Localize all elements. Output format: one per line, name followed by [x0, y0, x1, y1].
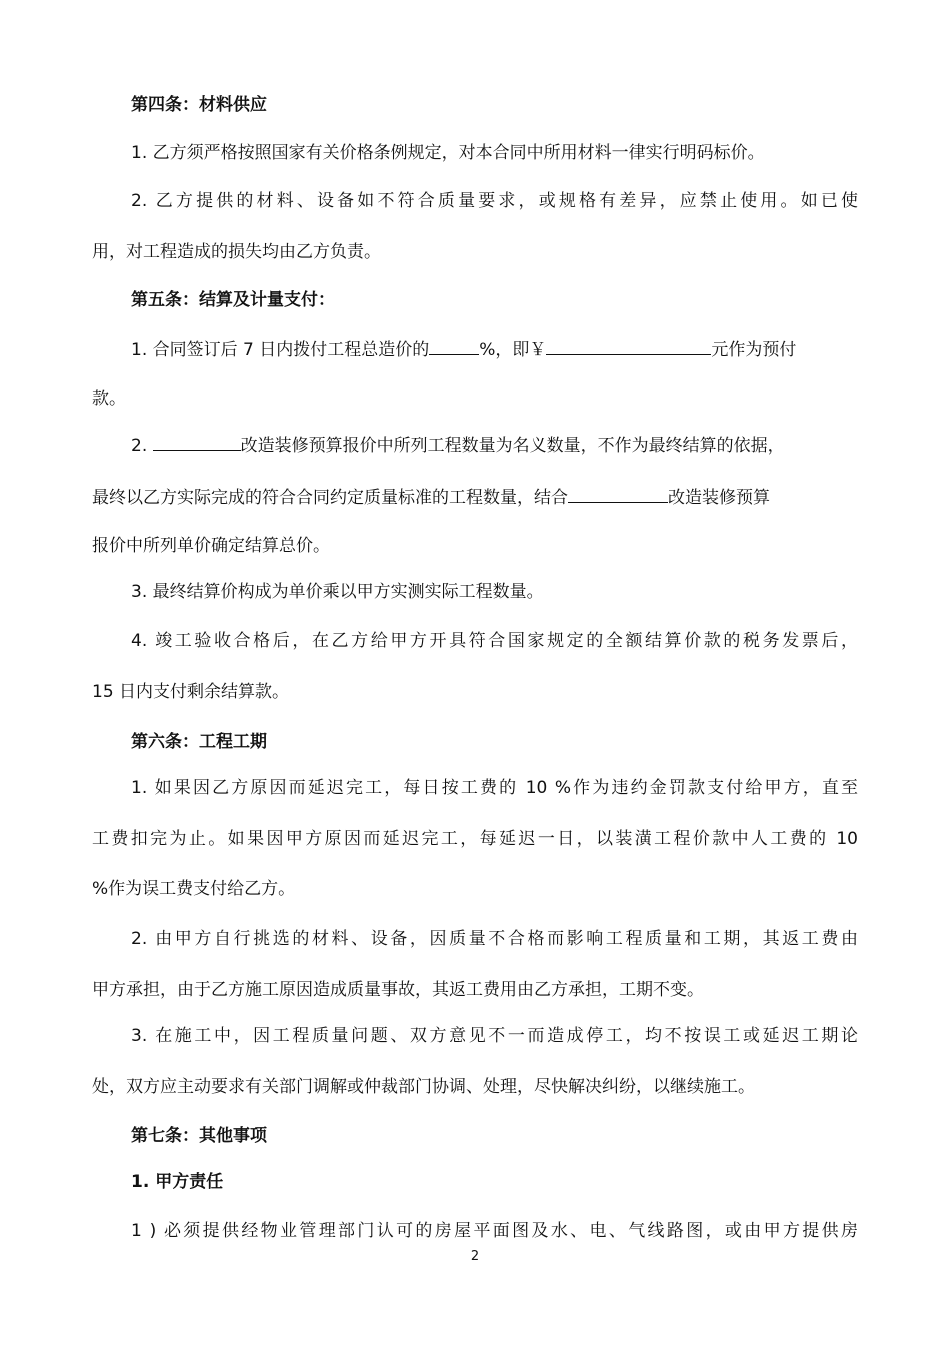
blank-amount [546, 338, 711, 355]
section-5-title: 第五条：结算及计量支付： [131, 290, 335, 310]
blank-project-name-2 [568, 486, 668, 503]
section-5-item-1-line-1 [131, 338, 858, 360]
section-7-title: 第七条：其他事项 [131, 1126, 267, 1146]
text-run: 1. 合同签订后 7 日内拨付工程总造价的 [131, 340, 430, 360]
section-5-item-2-line-3: 报价中所列单价确定结算总价。 [92, 536, 330, 556]
text-run: 元作为预付 [711, 340, 797, 360]
blank-project-name [153, 434, 241, 451]
section-5-item-2-line-1 [131, 434, 858, 456]
text-run: 改造装修预算 [668, 488, 770, 508]
section-6-item-1-line-2: 工费扣完为止。如果因甲方原因而延迟完工，每延迟一日，以装潢工程价款中人工费的 10 [92, 829, 858, 849]
section-5-item-3: 3. 最终结算价构成为单价乘以甲方实测实际工程数量。 [131, 582, 544, 602]
section-5-item-4-line-2: 15 日内支付剩余结算款。 [92, 682, 290, 702]
section-6-item-3-line-2: 处，双方应主动要求有关部门调解或仲裁部门协调、处理，尽快解决纠纷，以继续施工。 [92, 1077, 755, 1097]
section-7-subtitle-1: 1. 甲方责任 [131, 1172, 224, 1192]
page-number: 2 [470, 1249, 480, 1264]
section-7-item-1-line-1: 1 ) 必须提供经物业管理部门认可的房屋平面图及水、电、气线路图，或由甲方提供房 [131, 1221, 858, 1241]
text-run: %，即￥ [479, 340, 547, 360]
text-run: 改造装修预算报价中所列工程数量为名义数量，不作为最终结算的依据， [240, 436, 785, 456]
section-4-item-2-line-2: 用，对工程造成的损失均由乙方负责。 [92, 242, 381, 262]
text-run: 2. [131, 436, 153, 456]
section-5-item-4-line-1: 4. 竣工验收合格后，在乙方给甲方开具符合国家规定的全额结算价款的税务发票后， [131, 631, 858, 651]
section-6-item-2-line-1: 2. 由甲方自行挑选的材料、设备，因质量不合格而影响工程质量和工期，其返工费由 [131, 929, 858, 949]
section-6-item-3-line-1: 3. 在施工中，因工程质量问题、双方意见不一而造成停工，均不按误工或延迟工期论 [131, 1026, 858, 1046]
section-4-item-1: 1. 乙方须严格按照国家有关价格条例规定，对本合同中所用材料一律实行明码标价。 [131, 143, 765, 163]
section-5-item-1-line-2: 款。 [92, 389, 126, 409]
section-6-item-2-line-2: 甲方承担，由于乙方施工原因造成质量事故，其返工费用由乙方承担，工期不变。 [92, 980, 704, 1000]
section-6-title: 第六条：工程工期 [131, 732, 267, 752]
section-6-item-1-line-1: 1. 如果因乙方原因而延迟完工，每日按工费的 10 %作为违约金罚款支付给甲方，直至 [131, 778, 858, 798]
section-4-item-2-line-1: 2. 乙方提供的材料、设备如不符合质量要求，或规格有差异，应禁止使用。如已使 [131, 191, 858, 211]
section-4-title: 第四条：材料供应 [131, 95, 267, 115]
section-6-item-1-line-3: %作为误工费支付给乙方。 [92, 879, 296, 899]
section-5-item-2-line-2 [92, 486, 858, 508]
text-run: 最终以乙方实际完成的符合合同约定质量标准的工程数量，结合 [92, 488, 568, 508]
blank-percent [429, 338, 479, 355]
